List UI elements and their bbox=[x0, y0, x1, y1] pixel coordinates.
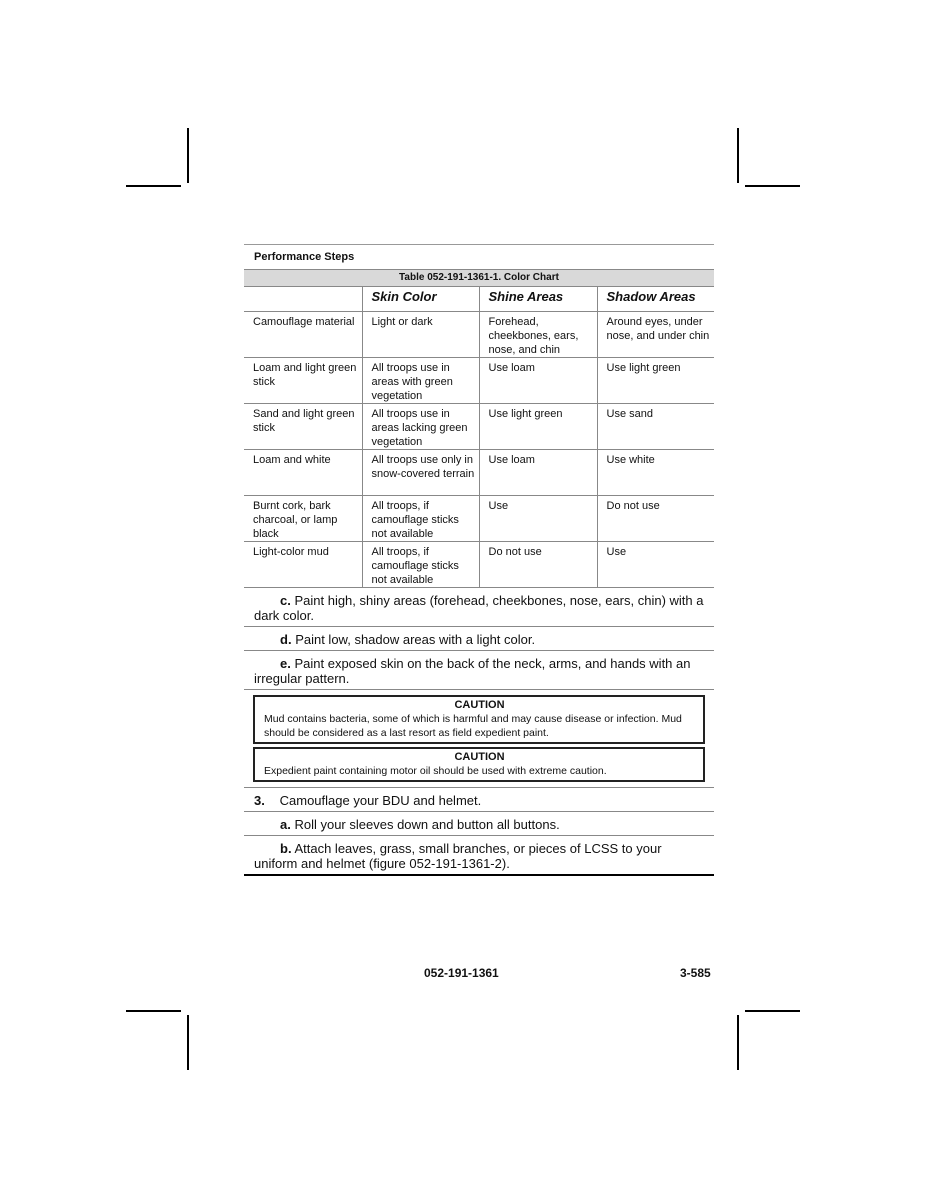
table-row bbox=[244, 358, 714, 404]
step-3a bbox=[244, 812, 714, 836]
crop-mark-top-right-v bbox=[737, 128, 739, 183]
table-row bbox=[244, 496, 714, 542]
step-letter: e. bbox=[280, 656, 291, 671]
crop-mark-bottom-left-h bbox=[126, 1010, 181, 1012]
step-number: 3. bbox=[254, 793, 265, 808]
step-letter: a. bbox=[280, 817, 291, 832]
table-header-cell: Shine Areas bbox=[479, 287, 597, 312]
step-text: Roll your sleeves down and button all buttons. bbox=[294, 817, 560, 832]
page-number: 3-585 bbox=[680, 966, 711, 980]
crop-mark-bottom-left-v bbox=[187, 1015, 189, 1070]
step-d bbox=[244, 627, 714, 651]
step-c bbox=[244, 588, 714, 627]
table-header-cell bbox=[244, 287, 362, 312]
table-cell: Use white bbox=[597, 450, 714, 496]
page-content bbox=[244, 244, 714, 876]
table-header-cell: Skin Color bbox=[362, 287, 479, 312]
step-text: Paint high, shiny areas (forehead, cheekbones, nose, ears, chin) with a dark color. bbox=[254, 593, 704, 623]
table-row bbox=[244, 542, 714, 588]
table-cell: Camouflage material bbox=[244, 312, 362, 358]
table-header-row bbox=[244, 287, 714, 312]
step-text: Attach leaves, grass, small branches, or pieces of LCSS to your uniform and helmet (figure 052-191-1361-2). bbox=[254, 841, 662, 871]
crop-mark-top-left-v bbox=[187, 128, 189, 183]
cautions-block bbox=[244, 690, 714, 788]
crop-mark-top-right-h bbox=[745, 185, 800, 187]
table-row bbox=[244, 450, 714, 496]
section-heading: Performance Steps bbox=[254, 251, 355, 263]
table-cell: Do not use bbox=[597, 496, 714, 542]
step-letter: b. bbox=[280, 841, 292, 856]
step-text: Paint exposed skin on the back of the neck, arms, and hands with an irregular pattern. bbox=[254, 656, 691, 686]
step-3 bbox=[244, 788, 714, 812]
section-end-rule bbox=[244, 874, 714, 876]
table-cell: Loam and white bbox=[244, 450, 362, 496]
table-cell: Use light green bbox=[597, 358, 714, 404]
step-text: Camouflage your BDU and helmet. bbox=[279, 793, 482, 808]
table-cell: Use loam bbox=[479, 358, 597, 404]
table-row bbox=[244, 404, 714, 450]
table-cell: All troops, if camouflage sticks not available bbox=[362, 542, 479, 588]
table-title: Table 052-191-1361-1. Color Chart bbox=[244, 269, 714, 287]
table-row bbox=[244, 312, 714, 358]
crop-mark-top-left-h bbox=[126, 185, 181, 187]
table-cell: Forehead, cheekbones, ears, nose, and chin bbox=[479, 312, 597, 358]
step-3b bbox=[244, 836, 714, 874]
caution-label: CAUTION bbox=[454, 699, 505, 711]
table-cell: Use loam bbox=[479, 450, 597, 496]
table-cell: Light-color mud bbox=[244, 542, 362, 588]
table-cell: Sand and light green stick bbox=[244, 404, 362, 450]
table-cell: All troops, if camouflage sticks not available bbox=[362, 496, 479, 542]
table-cell: Use sand bbox=[597, 404, 714, 450]
table-cell: All troops use only in snow-covered terrain bbox=[362, 450, 479, 496]
caution-box bbox=[253, 695, 705, 744]
table-cell: Burnt cork, bark charcoal, or lamp black bbox=[244, 496, 362, 542]
table-cell: Do not use bbox=[479, 542, 597, 588]
step-letter: c. bbox=[280, 593, 291, 608]
caution-box bbox=[253, 747, 705, 782]
crop-mark-bottom-right-h bbox=[745, 1010, 800, 1012]
table-cell: All troops use in areas with green vegetation bbox=[362, 358, 479, 404]
color-chart-table bbox=[244, 287, 714, 588]
table-header-cell: Shadow Areas bbox=[597, 287, 714, 312]
step-e bbox=[244, 651, 714, 690]
step-letter: d. bbox=[280, 632, 292, 647]
crop-mark-bottom-right-v bbox=[737, 1015, 739, 1070]
table-cell: Light or dark bbox=[362, 312, 479, 358]
caution-text: Mud contains bacteria, some of which is harmful and may cause disease or infection. Mud should be considered as a last resort as field expedient paint. bbox=[264, 713, 682, 739]
table-cell: Around eyes, under nose, and under chin bbox=[597, 312, 714, 358]
caution-text: Expedient paint containing motor oil should be used with extreme caution. bbox=[264, 765, 607, 777]
step-text: Paint low, shadow areas with a light color. bbox=[295, 632, 536, 647]
task-number: 052-191-1361 bbox=[424, 966, 499, 980]
caution-label: CAUTION bbox=[454, 751, 505, 763]
table-cell: Use light green bbox=[479, 404, 597, 450]
table-cell: Loam and light green stick bbox=[244, 358, 362, 404]
table-cell: Use bbox=[597, 542, 714, 588]
table-cell: Use bbox=[479, 496, 597, 542]
table-cell: All troops use in areas lacking green vegetation bbox=[362, 404, 479, 450]
